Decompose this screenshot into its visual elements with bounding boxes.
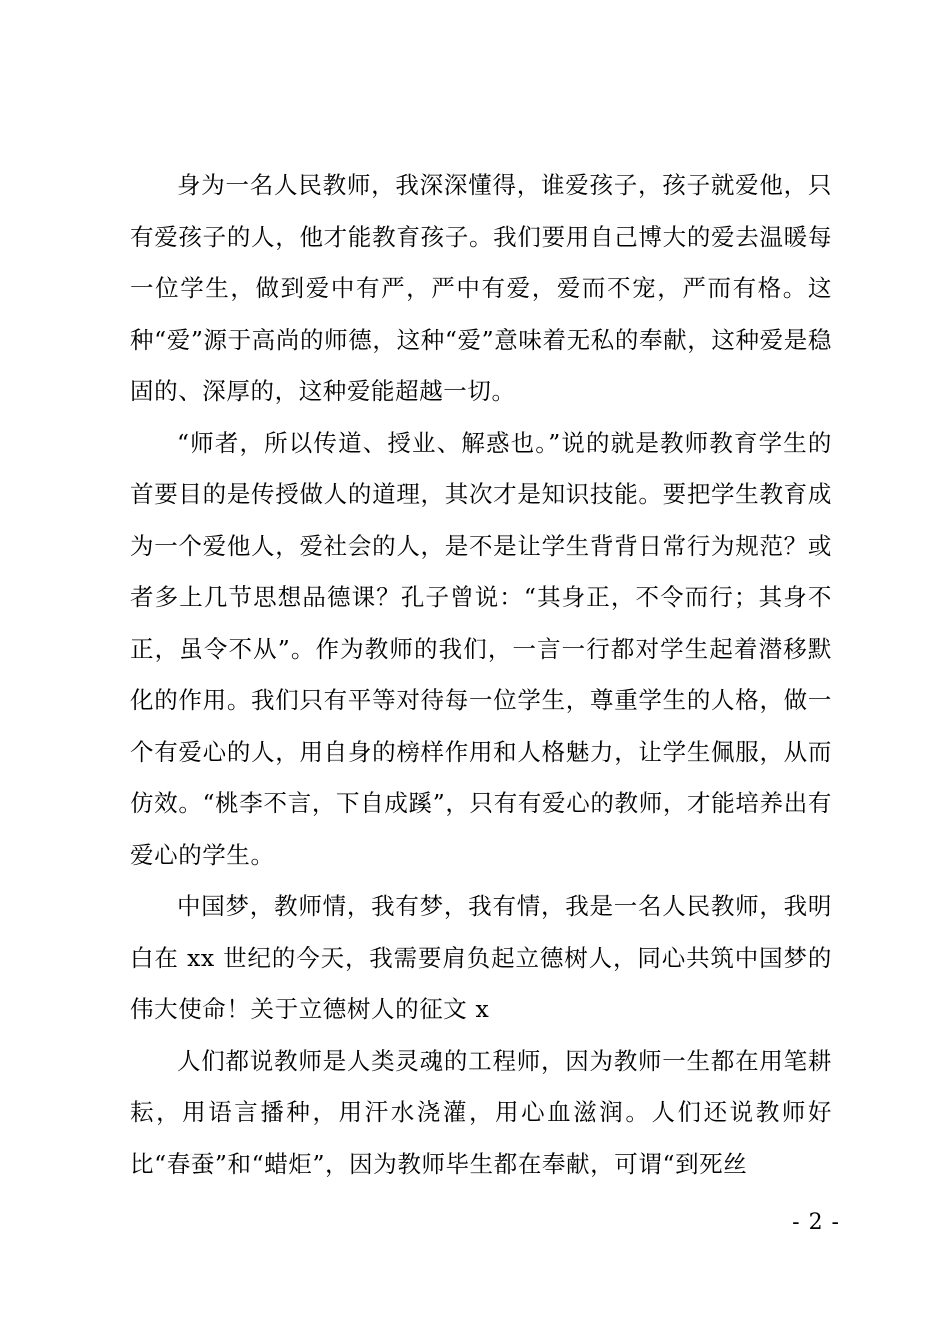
paragraph-2: “师者，所以传道、授业、解惑也。”说的就是教师教育学生的首要目的是传授做人的道理，其次才是知识技能。要把学生教育成为一个爱他人，爱社会的人，是不是让学生背背日常行为规范？或者多上几节思想品德课？孔子曾说：“其身正，不令而行；其身不正，虽令不从”。作为教师的我们，一言一行都对学生起着潜移默化的作用。我们只有平等对待每一位学生，尊重学生的人格，做一个有爱心的人，用自身的榜样作用和人格魅力，让学生佩服，从而仿效。“桃李不言，下自成蹊”，只有有爱心的教师，才能培养出有爱心的学生。 bbox=[130, 428, 832, 869]
paragraph-4: 人们都说教师是人类灵魂的工程师，因为教师一生都在用笔耕耘，用语言播种，用汗水浇灌，用心血滋润。人们还说教师好比“春蚕”和“蜡炬”，因为教师毕生都在奉献，可谓“到死丝 bbox=[130, 1046, 832, 1178]
paragraph-3: 中国梦，教师情，我有梦，我有情，我是一名人民教师，我明白在 xx 世纪的今天，我需要肩负起立德树人，同心共筑中国梦的伟大使命！关于立德树人的征文 x bbox=[130, 892, 832, 1023]
page-number: - 2 - bbox=[792, 1210, 840, 1235]
document-body bbox=[130, 160, 832, 1190]
paragraph-1: 身为一名人民教师，我深深懂得，谁爱孩子，孩子就爱他，只有爱孩子的人，他才能教育孩子。我们要用自己博大的爱去温暖每一位学生，做到爱中有严，严中有爱，爱而不宠，严而有格。这种“爱”源于高尚的师德，这种“爱”意味着无私的奉献，这种爱是稳固的、深厚的，这种爱能超越一切。 bbox=[130, 171, 832, 405]
